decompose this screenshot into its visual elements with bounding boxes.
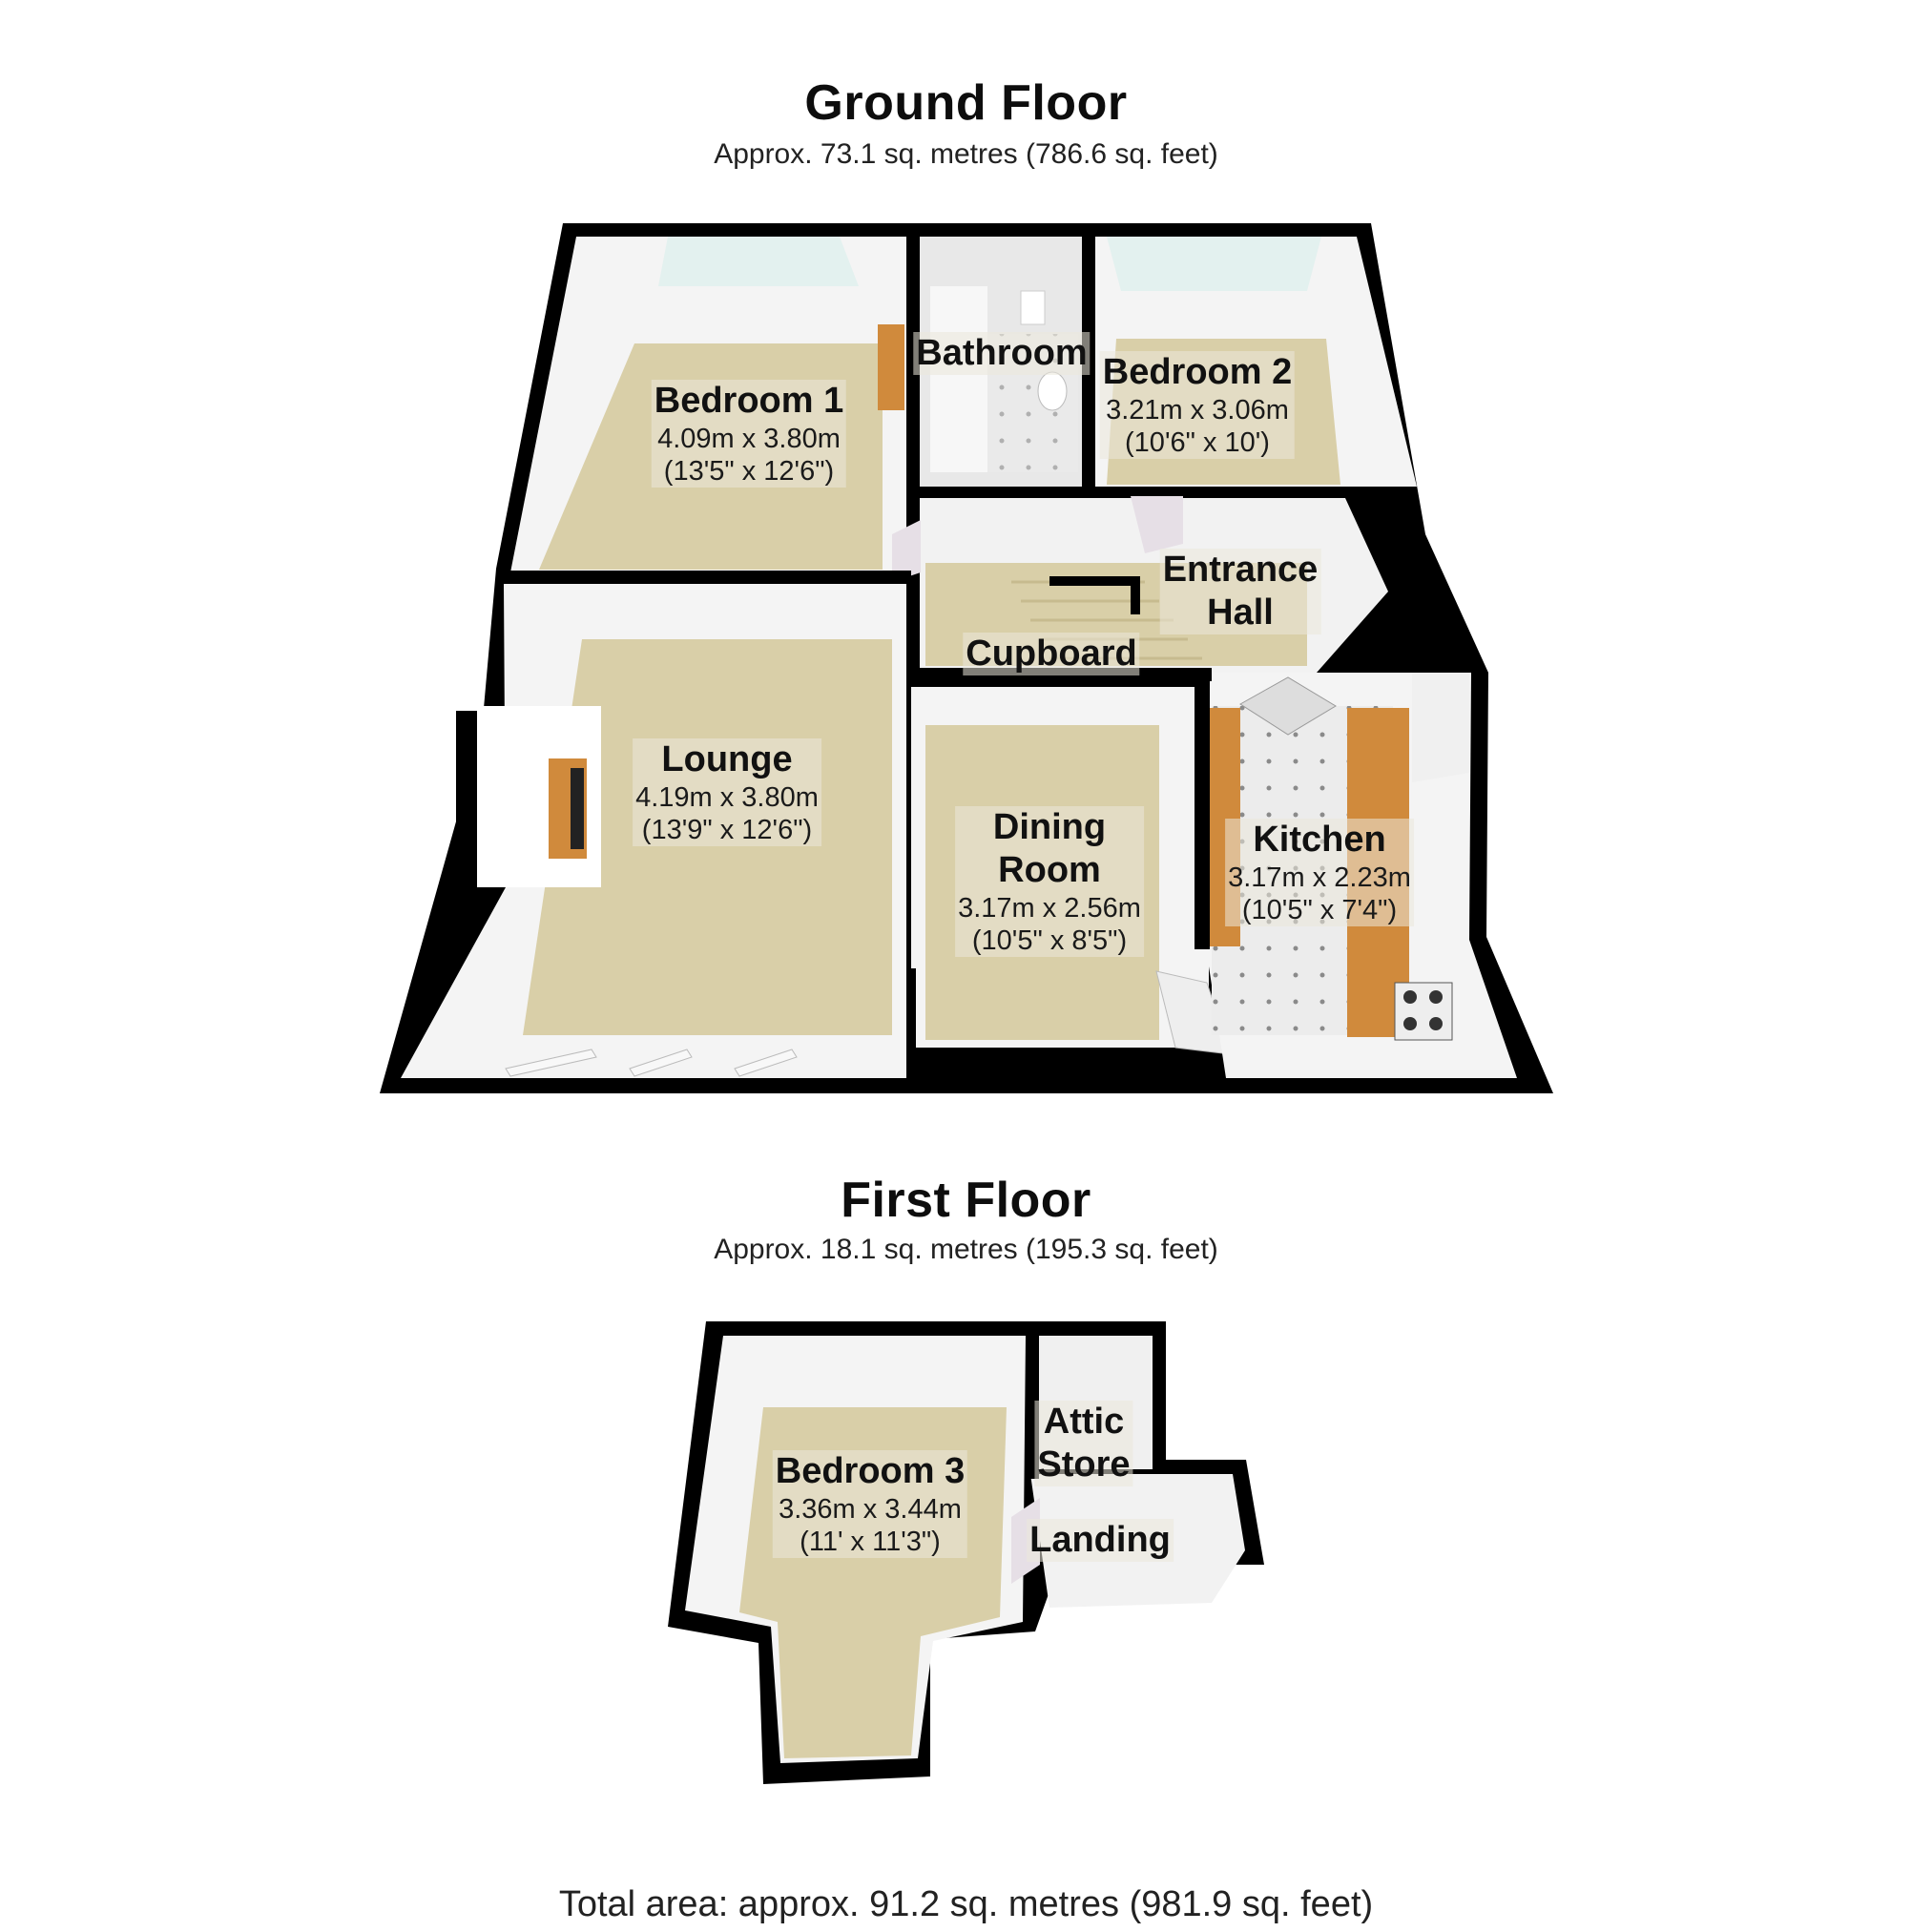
room-name: Entrance	[1160, 549, 1321, 592]
room-dim-imperial: (11' x 11'3")	[773, 1526, 967, 1558]
label-lounge	[633, 738, 821, 846]
room-name: Attic	[1034, 1401, 1132, 1444]
room-dim-imperial: (10'6" x 10')	[1100, 426, 1295, 459]
label-cupboard	[963, 633, 1139, 675]
first-floor-title: First Floor	[841, 1173, 1091, 1228]
label-attic-store	[1034, 1401, 1132, 1486]
room-name: Bedroom 2	[1100, 351, 1295, 394]
room-name: Dining	[955, 806, 1144, 849]
ground-floor-area: Approx. 73.1 sq. metres (786.6 sq. feet)	[714, 138, 1218, 170]
room-name: Landing	[1027, 1519, 1174, 1562]
room-name-line2: Hall	[1160, 592, 1321, 634]
room-dim-imperial: (13'9" x 12'6")	[633, 814, 821, 846]
label-bathroom	[913, 332, 1090, 375]
room-name: Lounge	[633, 738, 821, 781]
room-dim-metric: 3.21m x 3.06m	[1100, 394, 1295, 426]
label-dining-room	[955, 806, 1144, 957]
label-bedroom-2	[1100, 351, 1295, 459]
label-entrance-hall	[1160, 549, 1321, 634]
room-dim-imperial: (10'5" x 8'5")	[955, 924, 1144, 957]
room-dim-imperial: (10'5" x 7'4")	[1225, 894, 1414, 926]
room-dim-metric: 4.09m x 3.80m	[652, 423, 846, 455]
room-dim-metric: 4.19m x 3.80m	[633, 781, 821, 814]
room-name: Cupboard	[963, 633, 1139, 675]
label-kitchen	[1225, 819, 1414, 926]
first-floor-area: Approx. 18.1 sq. metres (195.3 sq. feet)	[714, 1234, 1218, 1265]
room-name: Bedroom 3	[773, 1450, 967, 1493]
room-name: Kitchen	[1225, 819, 1414, 862]
room-dim-imperial: (13'5" x 12'6")	[652, 455, 846, 488]
label-bedroom-3	[773, 1450, 967, 1558]
room-name-line2: Room	[955, 849, 1144, 892]
room-name-line2: Store	[1034, 1444, 1132, 1486]
label-landing	[1027, 1519, 1174, 1562]
label-bedroom-1	[652, 380, 846, 488]
room-name: Bedroom 1	[652, 380, 846, 423]
room-dim-metric: 3.17m x 2.56m	[955, 892, 1144, 924]
room-dim-metric: 3.17m x 2.23m	[1225, 862, 1414, 894]
total-area: Total area: approx. 91.2 sq. metres (981.9 sq. feet)	[558, 1884, 1374, 1924]
ground-floor-title: Ground Floor	[804, 75, 1128, 131]
room-name: Bathroom	[913, 332, 1090, 375]
room-dim-metric: 3.36m x 3.44m	[773, 1493, 967, 1526]
